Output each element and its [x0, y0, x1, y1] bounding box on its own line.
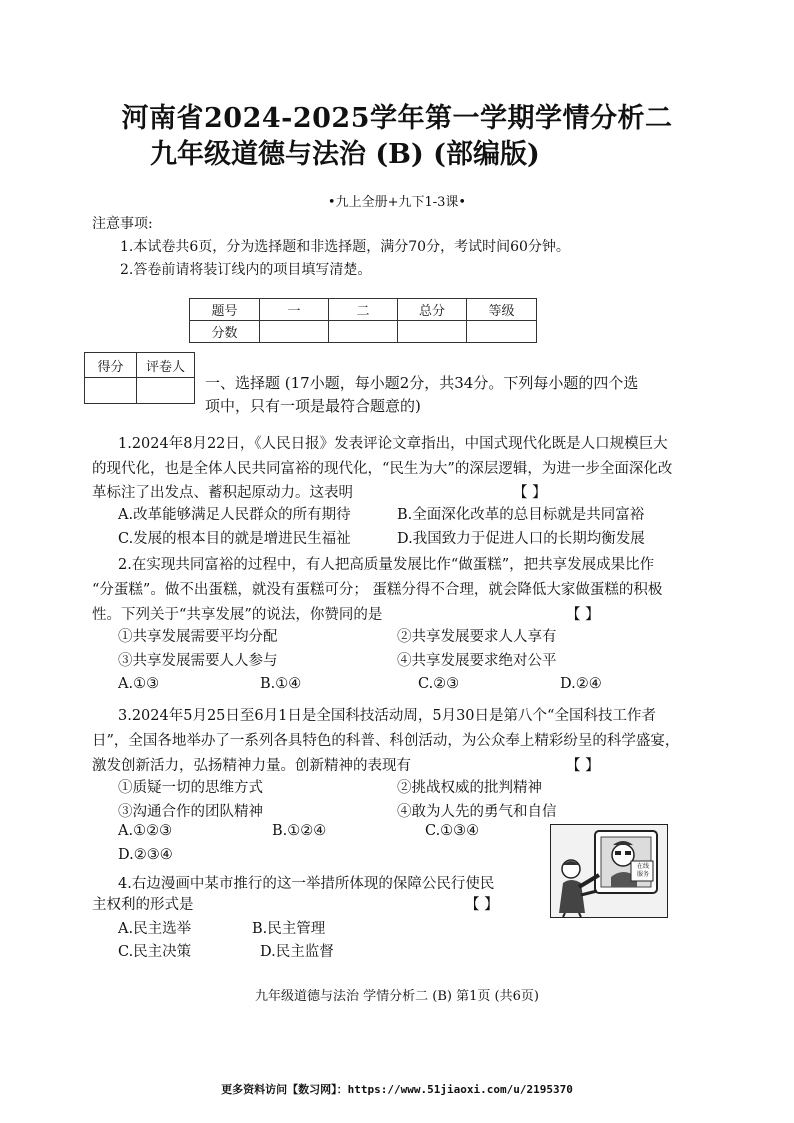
grader-box	[84, 352, 195, 404]
option-c[interactable]: C.发展的根本目的就是增进民生福祉	[118, 531, 351, 547]
cartoon-illustration	[550, 824, 668, 918]
question-text: 日”，全国各地举办了一系列各具特色的科普、科创活动，为公众奉上精彩纷呈的科学盛宴，	[92, 733, 680, 749]
page-subtitle: 九年级道德与法治 (B) (部编版)	[150, 139, 540, 170]
score-table-row-label: 分数	[190, 321, 260, 343]
score-cell[interactable]	[398, 321, 467, 343]
statement: ③沟通合作的团队精神	[118, 804, 263, 820]
score-cell[interactable]	[329, 321, 398, 343]
exam-scope: •九上全册+九下1-3课•	[327, 195, 467, 210]
statement: ④敢为人先的勇气和自信	[397, 804, 557, 820]
option-d[interactable]: D.②③④	[118, 847, 173, 863]
score-table	[189, 298, 537, 343]
cartoon-sign-line: 服务	[636, 871, 649, 878]
page-footer: 九年级道德与法治 学情分析二 (B) 第1页 (共6页)	[255, 989, 539, 1004]
score-table-header: 题号	[190, 299, 260, 321]
answer-bracket[interactable]: 【 】	[566, 607, 600, 623]
statement: ②共享发展要求人人享有	[397, 629, 557, 645]
score-table-header: 一	[260, 299, 329, 321]
statement: ④共享发展要求绝对公平	[397, 653, 557, 669]
grader-box-header: 评卷人	[137, 353, 195, 378]
score-cell[interactable]	[260, 321, 329, 343]
option-a[interactable]: A.①③	[118, 676, 160, 692]
option-c[interactable]: C.②③	[418, 676, 460, 692]
question-text: 2.在实现共同富裕的过程中，有人把高质量发展比作“做蛋糕”，把共享发展成果比作	[118, 557, 655, 573]
option-a[interactable]: A.改革能够满足人民群众的所有期待	[118, 507, 351, 523]
grader-name-cell[interactable]	[137, 378, 195, 404]
option-d[interactable]: D.我国致力于促进人口的长期均衡发展	[397, 531, 645, 547]
option-a[interactable]: A.民主选举	[118, 921, 192, 937]
page-title: 河南省2024-2025学年第一学期学情分析二	[121, 103, 673, 134]
note-item: 1.本试卷共6页，分为选择题和非选择题，满分70分，考试时间60分钟。	[120, 239, 570, 255]
score-table-header: 总分	[398, 299, 467, 321]
score-table-header: 等级	[467, 299, 537, 321]
question-text: 主权利的形式是	[92, 897, 194, 913]
grader-box-header: 得分	[85, 353, 137, 378]
answer-bracket[interactable]: 【 】	[465, 897, 499, 913]
option-c[interactable]: C.民主决策	[118, 944, 192, 960]
question-text: 3.2024年5月25日至6月1日是全国科技活动周，5月30日是第八个“全国科技工作者	[118, 708, 656, 724]
question-text: 激发创新活力，弘扬精神力量。创新精神的表现有	[92, 758, 411, 774]
question-text: 的现代化，也是全体人民共同富裕的现代化，“民生为大”的深层逻辑，为进一步全面深化改	[92, 461, 673, 477]
question-text: “分蛋糕”。做不出蛋糕，就没有蛋糕可分； 蛋糕分得不合理，就会降低大家做蛋糕的积极	[92, 582, 663, 598]
score-table-header: 二	[329, 299, 398, 321]
answer-bracket[interactable]: 【 】	[513, 485, 547, 501]
section-heading: 一、选择题 (17小题，每小题2分，共34分。下列每小题的四个选	[205, 374, 639, 392]
cartoon-sign-line: 在线	[636, 863, 649, 870]
option-a[interactable]: A.①②③	[118, 823, 173, 839]
option-b[interactable]: B.①②④	[272, 823, 327, 839]
option-d[interactable]: D.民主监督	[260, 944, 334, 960]
section-heading-cont: 项中，只有一项是最符合题意的)	[205, 397, 421, 415]
statement: ①质疑一切的思维方式	[118, 780, 263, 796]
statement: ①共享发展需要平均分配	[118, 629, 278, 645]
source-banner[interactable]: 更多资料访问【数习网】：https://www.51jiaoxi.com/u/2195370	[221, 1083, 573, 1096]
score-cell[interactable]	[467, 321, 537, 343]
question-text: 革标注了出发点、蓄积起原动力。这表明	[92, 485, 353, 501]
note-item: 2.答卷前请将装订线内的项目填写清楚。	[120, 262, 372, 278]
question-text: 4.右边漫画中某市推行的这一举措所体现的保障公民行使民	[118, 876, 495, 892]
statement: ②挑战权威的批判精神	[397, 780, 542, 796]
option-d[interactable]: D.②④	[560, 676, 602, 692]
option-b[interactable]: B.民主管理	[252, 921, 326, 937]
question-text: 1.2024年8月22日，《人民日报》发表评论文章指出，中国式现代化既是人口规模巨大	[118, 436, 668, 452]
option-b[interactable]: B.全面深化改革的总目标就是共同富裕	[397, 507, 645, 523]
question-text: 性。下列关于“共享发展”的说法，你赞同的是	[92, 607, 383, 623]
cartoon-sign-text	[633, 863, 653, 879]
option-b[interactable]: B.①④	[260, 676, 302, 692]
grader-score-cell[interactable]	[85, 378, 137, 404]
statement: ③共享发展需要人人参与	[118, 653, 278, 669]
answer-bracket[interactable]: 【 】	[566, 758, 600, 774]
notes-heading: 注意事项:	[92, 216, 153, 232]
option-c[interactable]: C.①③④	[425, 823, 480, 839]
